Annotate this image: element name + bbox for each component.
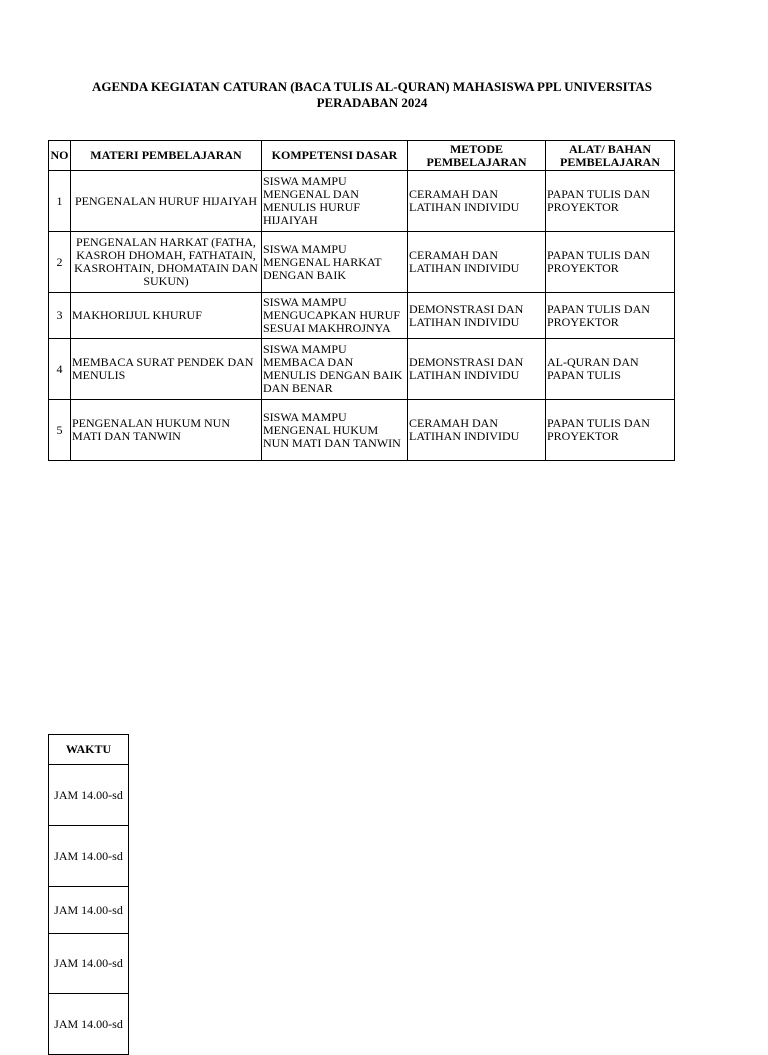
cell-no: 3 [49, 293, 71, 339]
cell-no: 2 [49, 232, 71, 293]
table-row [49, 400, 675, 461]
agenda-table [48, 140, 675, 461]
table-row [49, 934, 129, 994]
header-no: NO [49, 141, 71, 171]
cell-metode: CERAMAH DAN LATIHAN INDIVIDU [408, 171, 546, 232]
table-row [49, 887, 129, 934]
cell-materi: PENGENALAN HUKUM NUN MATI DAN TANWIN [71, 400, 262, 461]
waktu-table [48, 734, 129, 1055]
table-header-row [49, 141, 675, 171]
cell-waktu: JAM 14.00-sd [49, 994, 129, 1055]
header-waktu: WAKTU [49, 735, 129, 765]
cell-materi: PENGENALAN HARKAT (FATHA, KASROH DHOMAH, FATHATAIN, KASROHTAIN, DHOMATAIN DAN SUKUN) [71, 232, 262, 293]
cell-metode: DEMONSTRASI DAN LATIHAN INDIVIDU [408, 339, 546, 400]
header-metode: METODE PEMBELAJARAN [408, 141, 546, 171]
cell-metode: CERAMAH DAN LATIHAN INDIVIDU [408, 400, 546, 461]
cell-kompetensi: SISWA MAMPU MENGENAL HARKAT DENGAN BAIK [262, 232, 408, 293]
cell-alat: PAPAN TULIS DAN PROYEKTOR [546, 400, 675, 461]
cell-waktu: JAM 14.00-sd [49, 826, 129, 887]
table-row [49, 232, 675, 293]
cell-metode: CERAMAH DAN LATIHAN INDIVIDU [408, 232, 546, 293]
header-materi: MATERI PEMBELAJARAN [71, 141, 262, 171]
cell-alat: PAPAN TULIS DAN PROYEKTOR [546, 232, 675, 293]
cell-waktu: JAM 14.00-sd [49, 765, 129, 826]
cell-waktu: JAM 14.00-sd [49, 887, 129, 934]
table-row [49, 339, 675, 400]
table-row [49, 994, 129, 1055]
cell-alat: AL-QURAN DAN PAPAN TULIS [546, 339, 675, 400]
header-alat: ALAT/ BAHAN PEMBELAJARAN [546, 141, 675, 171]
cell-no: 4 [49, 339, 71, 400]
waktu-header-row [49, 735, 129, 765]
header-kompetensi: KOMPETENSI DASAR [262, 141, 408, 171]
table-row [49, 765, 129, 826]
cell-kompetensi: SISWA MAMPU MENGENAL HUKUM NUN MATI DAN TANWIN [262, 400, 408, 461]
cell-no: 5 [49, 400, 71, 461]
table-row [49, 826, 129, 887]
table-row [49, 171, 675, 232]
cell-metode: DEMONSTRASI DAN LATIHAN INDIVIDU [408, 293, 546, 339]
cell-kompetensi: SISWA MAMPU MEMBACA DAN MENULIS DENGAN BAIK DAN BENAR [262, 339, 408, 400]
cell-materi: PENGENALAN HURUF HIJAIYAH [71, 171, 262, 232]
cell-materi: MEMBACA SURAT PENDEK DAN MENULIS [71, 339, 262, 400]
cell-materi: MAKHORIJUL KHURUF [71, 293, 262, 339]
cell-alat: PAPAN TULIS DAN PROYEKTOR [546, 293, 675, 339]
cell-waktu: JAM 14.00-sd [49, 934, 129, 994]
table-row [49, 293, 675, 339]
cell-no: 1 [49, 171, 71, 232]
cell-kompetensi: SISWA MAMPU MENGUCAPKAN HURUF SESUAI MAKHROJNYA [262, 293, 408, 339]
cell-alat: PAPAN TULIS DAN PROYEKTOR [546, 171, 675, 232]
cell-kompetensi: SISWA MAMPU MENGENAL DAN MENULIS HURUF HIJAIYAH [262, 171, 408, 232]
document-title: AGENDA KEGIATAN CATURAN (BACA TULIS AL-QURAN) MAHASISWA PPL UNIVERSITAS PERADABAN 2024 [91, 79, 653, 110]
